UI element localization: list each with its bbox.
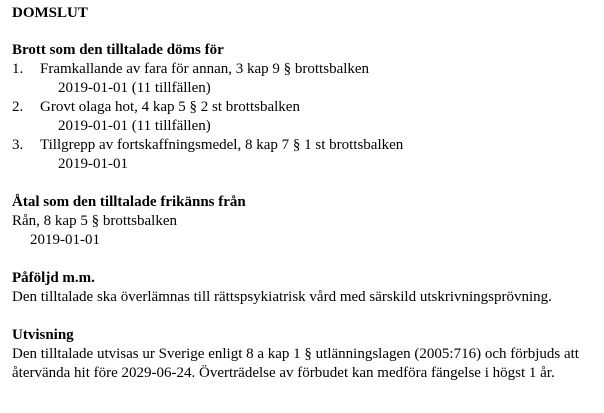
conviction-date: 2019-01-01 (11 tillfällen) [58,118,211,134]
conviction-date: 2019-01-01 [58,156,128,172]
acquittal-section [12,193,598,250]
conviction-item [12,60,598,98]
expulsion-text: Den tilltalade utvisas ur Sverige enligt 8 a kap 1 § utlänningslagen (2005:716) och förbjuds att återvända hit före 2029-06-24. Överträdelse av förbudet kan medföra fängelse i högst 1 år. [12,346,579,381]
conviction-number: 2. [12,99,24,115]
sanction-text: Den tilltalade ska överlämnas till rättspsykiatrisk vård med särskild utskrivningsprövning. [12,289,552,305]
conviction-number: 1. [12,61,24,77]
acquittal-title: Åtal som den tilltalade frikänns från [12,194,246,210]
conviction-number: 3. [12,137,24,153]
expulsion-title: Utvisning [12,327,74,343]
acquittal-date: 2019-01-01 [30,232,100,248]
convictions-title: Brott som den tilltalade döms för [12,42,224,58]
conviction-text: Tillgrepp av fortskaffningsmedel, 8 kap 7 § 1 st brottsbalken [40,137,404,153]
acquittal-text: Rån, 8 kap 5 § brottsbalken [12,213,177,229]
conviction-text: Framkallande av fara för annan, 3 kap 9 § brottsbalken [40,61,370,77]
document-heading: DOMSLUT [12,5,88,21]
conviction-date: 2019-01-01 (11 tillfällen) [58,80,211,96]
sanction-section [12,269,598,307]
judgment-document [12,4,598,383]
conviction-item [12,98,598,136]
sanction-title: Påföljd m.m. [12,270,95,286]
convictions-section [12,41,598,174]
conviction-text: Grovt olaga hot, 4 kap 5 § 2 st brottsbalken [40,99,300,115]
conviction-item [12,136,598,174]
expulsion-section [12,326,598,383]
